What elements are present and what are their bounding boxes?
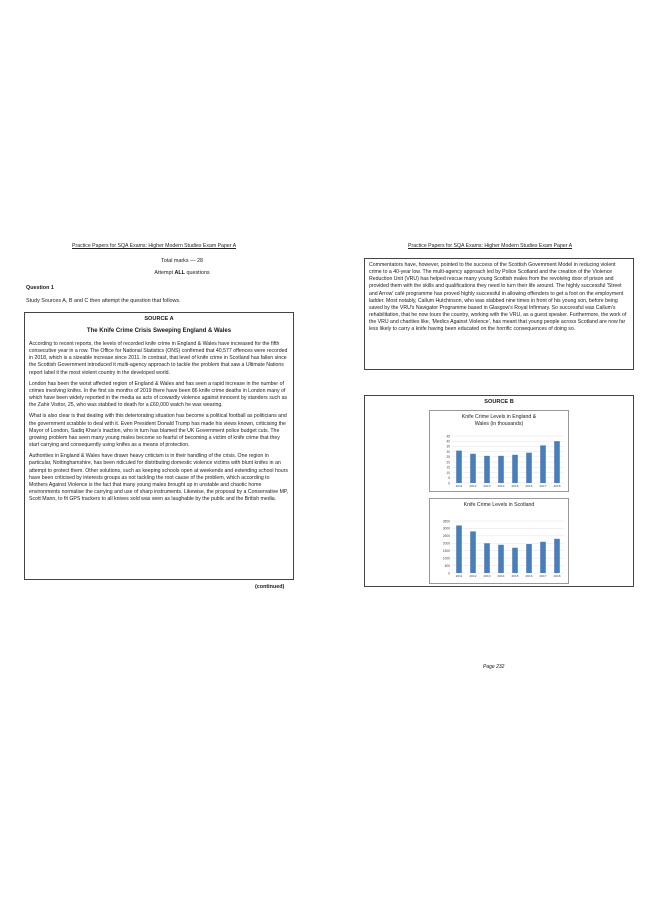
bar-2011 [456,451,462,483]
chart-2-plot [430,511,570,583]
y-tick-label: 20 [446,460,450,465]
y-tick-label: 500 [444,563,450,568]
source-a-paragraph-2: London has been the worst affected region of England & Wales and has seen a rapid increase in the number of crimes involving knifes. In the first six months of 2019 there have been 86 knife crime deaths in London many of which have been widely reported in the media as acts of cowardly violence against innocent by standers such as the Zahir Visitor, 25, who was stabbed to death for a £60,000 watch he was wearing. [29,380,288,409]
x-tick-label: 2016 [525,484,533,488]
y-tick-label: 15 [446,465,450,470]
bar-2018 [554,441,560,483]
bar-2014 [498,545,504,573]
x-tick-label: 2015 [511,484,519,488]
question-heading: Question 1 [26,285,54,291]
y-tick-label: 3500 [442,519,450,524]
source-a-label: SOURCE A [144,316,174,322]
chart-1-title: Knife Crime Levels in England & Wales (in thousands) [461,414,537,427]
x-tick-label: 2016 [525,574,533,578]
left-page-header: Practice Papers for SQA Exams: Higher Modern Studies Exam Paper A [72,243,237,249]
source-a-paragraph-4: Authorities in England & Wales have drawn heavy criticism is in their handling of the crisis. One region in particular, Nottinghamshire, has been ridiculed for distributing domestic violence victims with blunt knifes in an attempt to protect them. Other solutions, such as keeping schools open at weekends and extending school hours have been criticised by interests groups as not tackling the root cause of the problem, which according to Mothers Against Violence is the fact that many young males brought up in unstable and chaotic home environments normalise the carrying and use of sharp instruments. Likewise, the proposal by a Conservative MP, Scott Mann, to fit GPS trackers to all knives sold was seen as laughable by the public and the British media. [29,453,289,503]
chart-scotland [429,498,569,584]
chart-england-wales [429,410,569,492]
bar-2016 [526,453,532,483]
x-tick-label: 2018 [553,574,561,578]
y-tick-label: 5 [448,476,450,481]
y-tick-label: 0 [448,571,450,576]
chart-2-title: Knife Crime Levels in Scotland [463,502,535,508]
x-tick-label: 2014 [497,574,505,578]
y-tick-label: 40 [446,439,450,444]
y-tick-label: 2000 [442,541,450,546]
bar-2015 [512,548,518,573]
source-b-label: SOURCE B [484,399,514,405]
bar-2013 [484,456,490,483]
right-paragraph: Commentators have, however, pointed to the success of the Scottish Government Model in reducing violent crime to a 40-year low. The multi-agency approach led by Police Scotland and the creation of the Violence Reduction Unit (VRU) has helped rescue many young Scottish males from the revolving door of prison and provided them with the skills and qualifications they need to turn their life around. The highly successful 'Street and Arrow' café programme has proved highly successful in allowing offenders to get a foot on the employment ladder. Most notably, Callum Hutchinson, who was stabbed nine times in front of his young son, before being saved by the VRU's Navigator Programme based in Glasgow's Royal Infirmary. So successful was Callum's rehabilitation, that he now tours the country, working with the VRU, as a guest speaker. Furthermore, the work of the VRU and charities like, 'Medics Against Violence', has meant that young people across Scotland are now far less likely to carry a knife having been educated on the horrific consequences of doing so. [369,262,627,333]
y-tick-label: 1000 [442,556,450,561]
source-a-paragraph-3: What is also clear is that dealing with this deteriorating situation has become a political football as politicians and the government scrabble to deal with it. Even President Donald Trump has made his views known, criticising the Mayor of London, Sadiq Khan's inaction, who in turn has blamed the UK Government police budget cuts. The growing problem has seen many young males become so fearful of becoming a victim of knife crime that they start carrying and consequently using knifes as a means of protection. [29,413,287,449]
x-tick-label: 2011 [455,484,463,488]
bar-2018 [554,539,560,573]
x-tick-label: 2012 [469,574,477,578]
y-tick-label: 45 [446,434,450,439]
bar-2017 [540,445,546,483]
bar-2017 [540,542,546,573]
x-tick-label: 2013 [483,574,491,578]
chart-1-plot [430,433,570,491]
y-tick-label: 25 [446,455,450,460]
total-marks: Total marks — 28 [161,258,203,264]
bar-2012 [470,454,476,483]
page-number: Page 232 [483,664,505,670]
x-tick-label: 2011 [455,574,463,578]
y-tick-label: 30 [446,449,450,454]
bar-2011 [456,525,462,573]
y-tick-label: 35 [446,444,450,449]
x-tick-label: 2014 [497,484,505,488]
x-tick-label: 2017 [539,574,547,578]
x-tick-label: 2013 [483,484,491,488]
question-instruction: Study Sources A, B and C then attempt the question that follows. [26,298,181,304]
bar-2016 [526,544,532,573]
bar-2015 [512,455,518,483]
x-tick-label: 2015 [511,574,519,578]
y-tick-label: 1500 [442,549,450,554]
source-a-paragraph-1: According to recent reports, the levels of recorded knife crime in England & Wales have increased for the fifth consecutive year in a row. The Office for National Statistics (ONS) confirmed that 40,577 offences were recorded in 2018, which is a sizeable increase since 2011. In contrast, that level of knife crime in Scotland has fallen since the Scottish Government introduced it multi-agency approach to tackle the problem that saw a Ultimate Nations report label it the most violent country in the developed world. [29,341,288,376]
bar-2012 [470,531,476,573]
y-tick-label: 10 [446,470,450,475]
y-tick-label: 0 [448,481,450,486]
source-b-box [364,395,634,587]
source-a-title: The Knife Crime Crisis Sweeping England & Wales [86,328,232,334]
bar-2013 [484,543,490,573]
x-tick-label: 2012 [469,484,477,488]
source-c-continuation-box [364,258,634,370]
attempt-instruction: Attempt ALL questions [154,270,210,276]
continued-label: (continued) [255,584,285,590]
y-tick-label: 3000 [442,526,450,531]
right-page-header: Practice Papers for SQA Exams: Higher Modern Studies Exam Paper A [408,243,573,249]
bar-2014 [498,456,504,483]
x-tick-label: 2017 [539,484,547,488]
x-tick-label: 2018 [553,484,561,488]
source-a-box [24,312,294,580]
y-tick-label: 2500 [442,534,450,539]
